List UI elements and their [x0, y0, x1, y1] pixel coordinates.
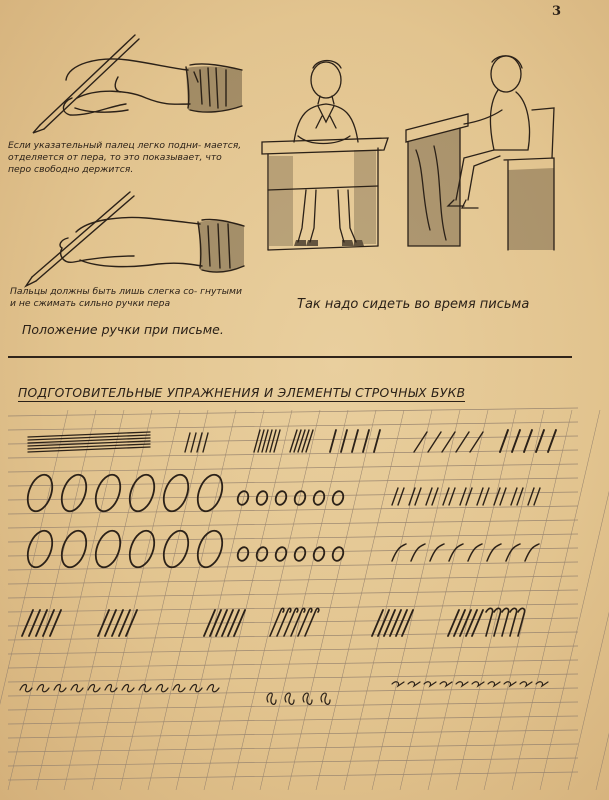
slant-guide	[204, 410, 292, 790]
curve-stroke	[525, 544, 539, 561]
letter-element	[122, 685, 134, 692]
large-oval	[57, 527, 91, 570]
letter-element	[285, 693, 294, 704]
ruling-line	[8, 422, 578, 430]
letter-element	[71, 685, 83, 692]
slant-guide	[484, 410, 572, 790]
ruling-line	[8, 576, 578, 584]
hand-raised-finger-illustration	[20, 20, 250, 138]
small-oval	[293, 490, 307, 507]
large-oval	[91, 471, 125, 514]
slant-stroke	[442, 432, 455, 452]
loop-stroke	[502, 608, 509, 636]
handwriting-exercises	[20, 430, 556, 704]
slant-stroke	[363, 430, 369, 452]
small-oval	[274, 546, 288, 563]
slant-guide	[8, 410, 96, 790]
slant-stroke	[402, 610, 413, 636]
small-oval	[255, 490, 269, 507]
slant-guide	[456, 410, 544, 790]
letter-element	[37, 685, 49, 692]
ruling-line	[8, 674, 578, 682]
ruling-line	[8, 716, 578, 724]
slant-stroke	[352, 430, 358, 452]
letter-element	[504, 682, 516, 686]
slant-guide	[92, 410, 180, 790]
large-oval	[193, 527, 227, 570]
ruling-line	[8, 590, 578, 598]
pen-caption-bottom: Пальцы должны быть лишь слегка со- гнутыми и не сжимать сильно ручки пера	[10, 286, 242, 309]
loop-stroke	[486, 608, 493, 636]
letter-element	[440, 682, 452, 686]
curve-stroke	[411, 544, 425, 561]
ruling-line	[8, 506, 578, 514]
slant-guide	[512, 410, 600, 790]
ruling-line	[8, 758, 578, 766]
letter-element	[54, 685, 66, 692]
large-oval	[91, 527, 125, 570]
hook-stroke	[392, 488, 404, 505]
letter-element	[88, 685, 100, 692]
letter-element	[536, 682, 548, 686]
slant-stroke	[454, 610, 465, 636]
hand-holding-pen-illustration	[18, 182, 248, 292]
small-oval	[274, 490, 288, 507]
slant-stroke	[330, 430, 336, 452]
large-oval	[125, 471, 159, 514]
page-number: 3	[551, 4, 561, 19]
slant-stroke	[512, 430, 520, 452]
ruling-line	[8, 492, 578, 500]
sitting-heading: Так надо сидеть во время письма	[297, 297, 530, 312]
ruling-line	[8, 478, 578, 486]
slant-guide	[568, 410, 609, 790]
slant-stroke	[203, 433, 208, 452]
pen-caption-top: Если указательный палец легко подни- мается, отделяется от пера, то это показывает, что перо свободно держится.	[8, 140, 242, 175]
letter-element	[20, 685, 32, 692]
slant-stroke	[302, 430, 309, 452]
letter-element	[139, 685, 151, 692]
slant-stroke	[472, 610, 483, 636]
ruling-line	[8, 450, 578, 458]
letter-element	[392, 682, 404, 686]
slant-stroke	[185, 433, 190, 452]
curve-stroke	[487, 544, 501, 561]
slant-stroke	[390, 610, 401, 636]
boy-side-desk-illustration	[404, 50, 574, 265]
small-oval	[312, 490, 326, 507]
slant-guide	[232, 410, 320, 790]
slant-guide	[428, 410, 516, 790]
slant-stroke	[396, 610, 407, 636]
curve-stroke	[430, 544, 444, 561]
slant-stroke	[470, 432, 483, 452]
slant-stroke	[384, 610, 395, 636]
section-divider	[8, 356, 572, 358]
letter-element	[424, 682, 436, 686]
boy-front-desk-illustration	[258, 50, 393, 265]
slant-guide	[148, 410, 236, 790]
slant-guide	[36, 410, 124, 790]
large-oval	[23, 527, 57, 570]
slant-stroke	[428, 432, 441, 452]
ruling-line	[8, 618, 578, 626]
slant-stroke	[466, 610, 477, 636]
hook-stroke	[426, 488, 438, 505]
slant-stroke	[414, 432, 427, 452]
hook-stroke	[477, 488, 489, 505]
slant-stroke	[448, 610, 459, 636]
slant-stroke	[548, 430, 556, 452]
slant-guide	[596, 410, 609, 790]
ruling-line	[8, 730, 578, 738]
ruling-line	[8, 660, 578, 668]
small-oval	[331, 546, 345, 563]
ruling-line	[8, 772, 578, 780]
slant-stroke	[294, 430, 301, 452]
small-oval	[293, 546, 307, 563]
letter-element	[105, 685, 117, 692]
small-oval	[236, 546, 250, 563]
small-oval	[236, 490, 250, 507]
slant-guide	[0, 410, 68, 790]
large-oval	[23, 471, 57, 514]
letter-element	[267, 693, 276, 704]
slant-stroke	[456, 432, 469, 452]
ruling-line	[8, 744, 578, 752]
letter-element	[173, 685, 185, 692]
slant-stroke	[460, 610, 471, 636]
hook-stroke	[460, 488, 472, 505]
ruling-line	[8, 408, 578, 416]
exercises-title: ПОДГОТОВИТЕЛЬНЫЕ УПРАЖНЕНИЯ И ЭЛЕМЕНТЫ СТРОЧНЫХ БУКВ	[18, 386, 466, 400]
curve-stroke	[468, 544, 482, 561]
slant-guide	[400, 410, 488, 790]
slant-guide	[176, 410, 264, 790]
slant-stroke	[374, 430, 380, 452]
large-oval	[193, 471, 227, 514]
slant-stroke	[197, 433, 202, 452]
slant-stroke	[524, 430, 532, 452]
small-oval	[331, 490, 345, 507]
loop-stroke	[510, 608, 517, 636]
slant-stroke	[536, 430, 544, 452]
slant-guide	[120, 410, 208, 790]
slant-guide	[260, 410, 348, 790]
slant-stroke	[341, 430, 347, 452]
hook-stroke	[443, 488, 455, 505]
letter-element	[207, 685, 219, 692]
slant-stroke	[290, 430, 297, 452]
hook-stroke	[528, 488, 540, 505]
curve-stroke	[449, 544, 463, 561]
hook-stroke	[511, 488, 523, 505]
slant-stroke	[378, 610, 389, 636]
loop-stroke	[518, 608, 525, 636]
slant-stroke	[372, 610, 383, 636]
letter-element	[321, 693, 330, 704]
curve-stroke	[506, 544, 520, 561]
small-oval	[312, 546, 326, 563]
slant-guide	[540, 410, 609, 790]
large-oval	[125, 527, 159, 570]
slant-stroke	[306, 430, 313, 452]
ruling-line	[8, 562, 578, 570]
ruling-line	[8, 464, 578, 472]
letter-element	[303, 693, 312, 704]
slant-guide	[64, 410, 152, 790]
letter-element	[488, 682, 500, 686]
pen-position-heading: Положение ручки при письме.	[22, 322, 224, 337]
slant-stroke	[191, 433, 196, 452]
letter-element	[156, 685, 168, 692]
letter-element	[408, 682, 420, 686]
letter-element	[472, 682, 484, 686]
letter-element	[456, 682, 468, 686]
slant-stroke	[298, 430, 305, 452]
letter-element	[520, 682, 532, 686]
large-oval	[57, 471, 91, 514]
